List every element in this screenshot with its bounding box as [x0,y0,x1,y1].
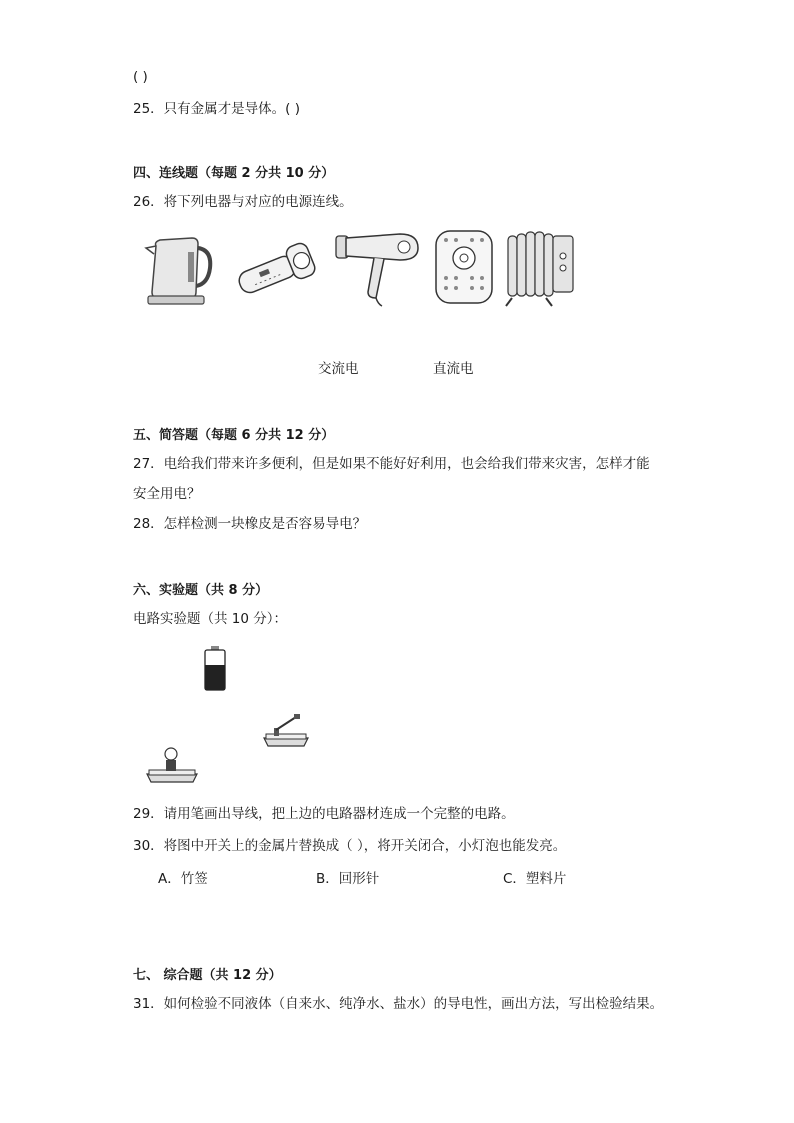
battery-image [200,645,230,691]
flashlight-image [230,232,320,302]
section-7-heading: 七、 综合题（共 12 分） [133,968,282,983]
dc-power-label: 直流电 [433,361,474,377]
option-a: A．竹签 [158,871,208,887]
question-27-line-2: 安全用电？ [133,486,201,502]
question-25: 25．只有金属才是导体。( ) [133,101,301,117]
question-27-line-1: 27．电给我们带来许多便利，但是如果不能好好利用，也会给我们带来灾害，怎样才能 [133,456,650,472]
ac-power-label: 交流电 [318,361,359,377]
bulb-holder-image [143,746,201,786]
question-28: 28．怎样检测一块橡皮是否容易导电？ [133,516,367,532]
oil-heater-image [502,226,582,310]
kettle-image [140,228,220,308]
option-c: C．塑料片 [503,871,567,887]
question-30: 30．将图中开关上的金属片替换成（ ），将开关闭合，小灯泡也能发亮。 [133,838,567,854]
question-31: 31．如何检验不同液体（自来水、纯净水、盐水）的导电性，画出方法，写出检验结果。 [133,996,664,1012]
switch-image [260,712,312,748]
section-6-subheading: 电路实验题（共 10 分）： [133,611,288,627]
section-4-heading: 四、连线题（每题 2 分共 10 分） [133,166,335,181]
hair-dryer-image [334,228,424,308]
section-5-heading: 五、简答题（每题 6 分共 12 分） [133,428,335,443]
question-29: 29．请用笔画出导线，把上边的电路器材连成一个完整的电路。 [133,806,515,822]
remote-control-image [432,228,496,306]
q24-answer-blank: ( ) [133,69,148,85]
question-26: 26．将下列电器与对应的电源连线。 [133,194,353,210]
option-b: B．回形针 [316,871,380,887]
section-6-heading: 六、实验题（共 8 分） [133,583,269,598]
